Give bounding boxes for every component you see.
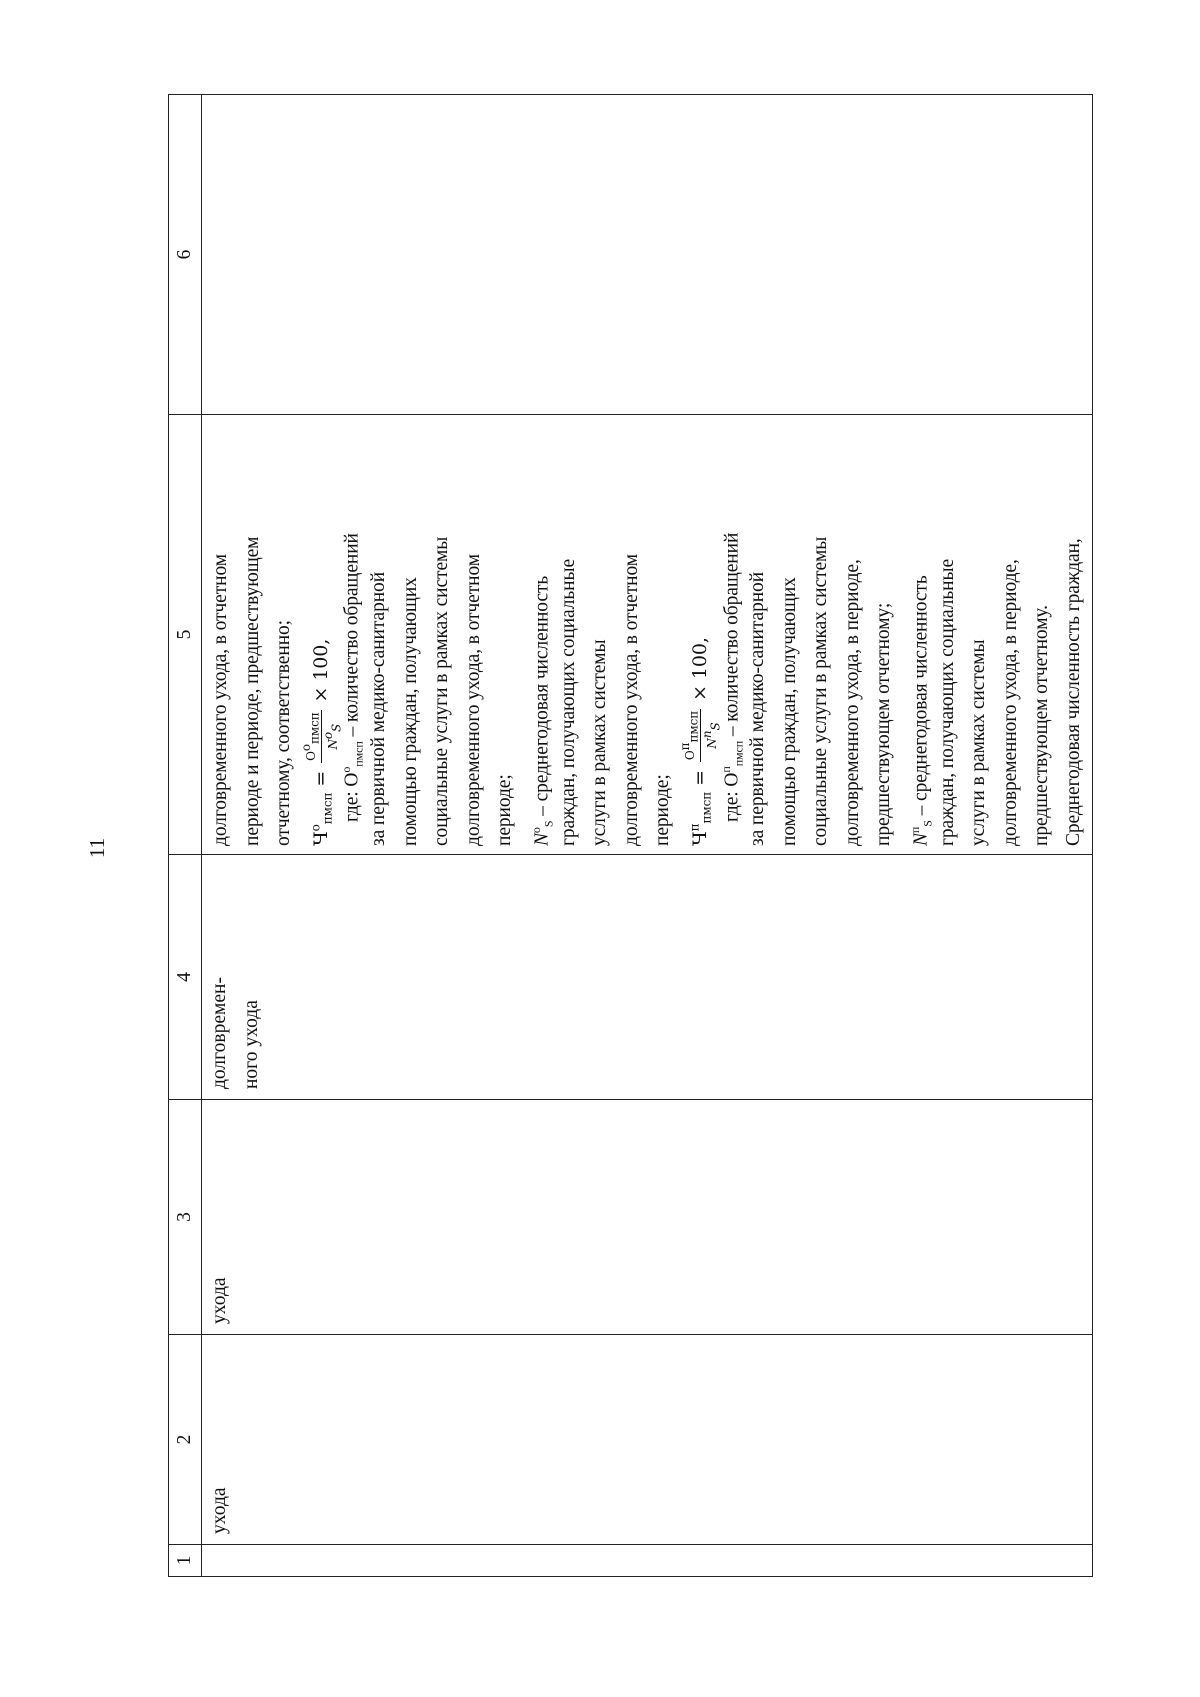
col5-line: граждан, получающих социальные: [557, 558, 579, 846]
col5-line: где: $О^п_{пмсп}$ – количество обращений: [718, 532, 745, 822]
col5-line: $N^о_S$ – среднегодовая численность: [528, 575, 556, 846]
col5-line: помощью граждан, получающих: [778, 577, 800, 846]
cell-col1: [202, 1545, 1093, 1577]
col5-line: услуги в рамках системы: [589, 639, 611, 846]
col5-line: предшествующем отчетному;: [873, 602, 895, 846]
col5-line: за первичной медико-санитарной: [367, 571, 389, 846]
col5-line: граждан, получающих социальные: [936, 558, 958, 846]
col5-line: $N^п_S$ – среднегодовая численность: [908, 575, 935, 846]
col5-line: услуги в рамках системы: [968, 639, 990, 846]
table-row: [202, 95, 1093, 1577]
cell-col4: [202, 855, 1093, 1100]
col4-line: долговремен-: [209, 977, 230, 1089]
column-number-5: 5: [169, 415, 202, 855]
formula-current-period: $Ч^о_{пмсп}$ = $О^о_{пмсп}$ $N^о_S$ × 100,: [298, 638, 344, 846]
table-rotated-container: [168, 95, 1093, 1577]
formula-previous-period: $Ч^п_{пмсп}$ = $О^п_{пмсп}$ $N^п_S$ × 100,: [677, 637, 723, 846]
cell-col2: ухода: [202, 1335, 1093, 1545]
col5-line: отчетному, соответственно;: [273, 620, 295, 846]
col5-line: долговременного ухода, в отчетном: [620, 554, 642, 846]
cell-col5-description: [202, 415, 1093, 855]
column-number-2: 2: [169, 1335, 202, 1545]
col5-line: социальные услуги в рамках системы: [810, 536, 832, 846]
col5-line: за первичной медико-санитарной: [747, 571, 769, 846]
column-number-3: 3: [169, 1100, 202, 1335]
col5-line: Среднегодовая численность граждан,: [1063, 538, 1085, 846]
col5-line: долговременного ухода, в отчетном: [210, 554, 231, 846]
page-number: 11: [85, 837, 109, 859]
cell-col6: [202, 95, 1093, 415]
col5-line: помощью граждан, получающих: [399, 577, 421, 846]
col5-line: периоде;: [652, 774, 674, 846]
cell-col3: ухода: [202, 1100, 1093, 1335]
col5-line: долговременного ухода, в периоде,: [999, 559, 1021, 846]
column-number-1: 1: [169, 1545, 202, 1577]
col5-line: периоде и периоде, предшествующем: [241, 536, 263, 846]
column-number-4: 4: [169, 855, 202, 1100]
indicator-table: [168, 94, 1093, 1577]
col4-line: ного ухода: [240, 1000, 262, 1089]
col5-line: предшествующем отчетному.: [1031, 605, 1053, 846]
col5-line: социальные услуги в рамках системы: [431, 536, 453, 846]
col5-line: где: $О^о_{пмсп}$ – количество обращений: [339, 533, 366, 822]
column-number-6: 6: [169, 95, 202, 415]
col5-line: долговременного ухода, в отчетном: [462, 554, 484, 846]
column-number-row: [169, 95, 202, 1577]
col5-line: периоде;: [494, 774, 516, 846]
col5-line: долговременного ухода, в периоде,: [841, 559, 863, 846]
